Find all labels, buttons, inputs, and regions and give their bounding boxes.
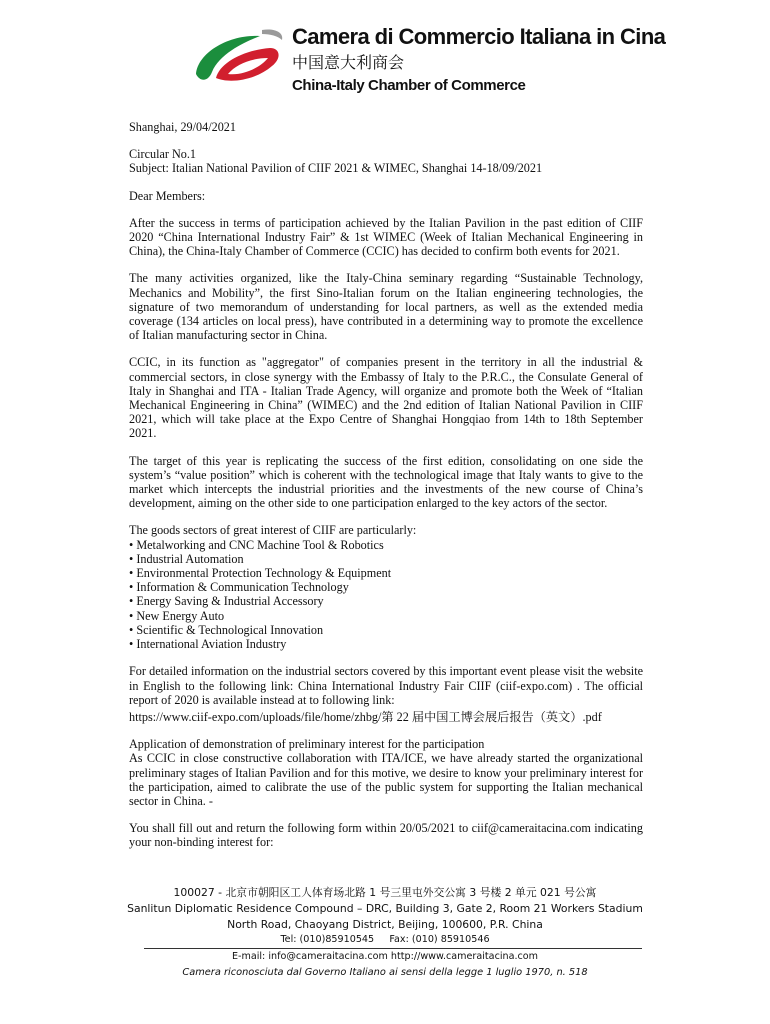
report-link[interactable]: https://www.ciif-expo.com/uploads/file/home/zhbg/第 22 届中国工博会展后报告（英文）.pdf bbox=[129, 709, 602, 724]
organization-name-chinese: 中国意大利商会 bbox=[292, 53, 405, 72]
chamber-logo-graphic bbox=[190, 22, 290, 94]
list-item: • Metalworking and CNC Machine Tool & Robotics bbox=[129, 537, 384, 552]
email-website: E-mail: info@cameraitacina.com http://www.cameraitacina.com bbox=[231, 951, 539, 962]
letterhead-footer bbox=[0, 885, 770, 947]
list-item: • New Energy Auto bbox=[129, 608, 225, 623]
circular-number: Circular No.1 bbox=[129, 147, 197, 162]
government-recognition: Camera riconosciuta dal Governo Italiano ai sensi della legge 1 luglio 1970, n. 518 bbox=[182, 967, 588, 978]
application-title: Application of demonstration of preliminary interest for the participation bbox=[129, 737, 485, 752]
letter-body bbox=[129, 120, 643, 850]
organization-name-italian: Camera di Commercio Italiana in Cina bbox=[292, 24, 666, 49]
organization-name-english: China-Italy Chamber of Commerce bbox=[292, 77, 526, 94]
paragraph-application: As CCIC in close constructive collaboration with ITA/ICE, we have already started the organizational preliminary stages of Italian Pavilion and for this motive, we desire to know your preliminary interest for the participation, aimed to calibrate the use of the public system for supporting the Italian mechanical sector in China. - bbox=[129, 751, 643, 808]
sectors-list bbox=[129, 538, 643, 652]
salutation: Dear Members: bbox=[129, 188, 206, 203]
paragraph-target: The target of this year is replicating the success of the first edition, consolidating on one side the system’s “value position” which is coherent with the technological image that Italy wants to give to the market which intercepts the industrial priorities and the investments of the new course of China’s development, aiming on the other side to one participation enlarged to the key actors of the sector. bbox=[129, 453, 643, 511]
footer-divider bbox=[144, 948, 642, 949]
list-item: • Scientific & Technological Innovation bbox=[129, 622, 324, 637]
list-item: • Energy Saving & Industrial Accessory bbox=[129, 594, 324, 609]
address-chinese: 100027 - 北京市朝阳区工人体育场北路 1 号三里屯外交公寓 3 号楼 2 单元 021 号公寓 bbox=[173, 886, 597, 899]
subject-line: Subject: Italian National Pavilion of CIIF 2021 & WIMEC, Shanghai 14-18/09/2021 bbox=[129, 161, 543, 176]
telephone-fax: Tel: (010)85910545 Fax: (010) 85910546 bbox=[280, 934, 490, 945]
address-english-line-1: Sanlitun Diplomatic Residence Compound – DRC, Building 3, Gate 2, Room 21 Workers Stadium bbox=[127, 902, 643, 915]
paragraph-ccic-role: CCIC, in its function as "aggregator" of companies present in the territory in all the industrial & commercial sectors, in close synergy with the Embassy of Italy to the P.R.C., the Consulate General of Italy in Shanghai and ITA - Italian Trade Agency, will organize and promote both the Week of “Italian Mechanical Engineering in China” (WIMEC) and the 2nd edition of Italian National Pavilion in CIIF 2021, which will take place at the Expo Centre of Shanghai Hongqiao from 14th to 18th September 2021. bbox=[129, 355, 643, 441]
list-item: • Information & Communication Technology bbox=[129, 580, 349, 595]
paragraph-activities: The many activities organized, like the Italy-China seminary regarding “Sustainable Technology, Mechanics and Mobility”, the first Sino-Italian forum on the Italian engineering technologies, the signature of two memorandum of understanding for local partners, as well as the extended media coverage (134 articles on local press), have contributed in a determining way to promote the excellence of Italian manufacturing sector in China. bbox=[129, 271, 643, 343]
list-item: • International Aviation Industry bbox=[129, 637, 287, 652]
sectors-intro: The goods sectors of great interest of CIIF are particularly: bbox=[129, 523, 417, 538]
place-date: Shanghai, 29/04/2021 bbox=[129, 120, 236, 134]
paragraph-info-links: For detailed information on the industrial sectors covered by this important event please visit the website in English to the following link: China International Industry Fair CIIF (ciif-expo.com) . The official report of 2020 is available instead at to following link: bbox=[129, 664, 643, 707]
paragraph-form-request: You shall fill out and return the following form within 20/05/2021 to ciif@cameraitacina.com indicating your non-binding interest for: bbox=[129, 821, 643, 850]
list-item: • Environmental Protection Technology & Equipment bbox=[129, 566, 392, 581]
address-english-line-2: North Road, Chaoyang District, Beijing, 100600, P.R. China bbox=[227, 918, 543, 931]
chamber-logo bbox=[190, 22, 290, 94]
paragraph-intro: After the success in terms of participation achieved by the Italian Pavilion in the past edition of CIIF 2020 “China International Industry Fair” & 1st WIMEC (Week of Italian Mechanical Engineering in China), the China-Italy Chamber of Commerce (CCIC) has decided to confirm both events for 2021. bbox=[129, 215, 643, 259]
list-item: • Industrial Automation bbox=[129, 551, 244, 566]
organization-name-block bbox=[292, 24, 665, 96]
